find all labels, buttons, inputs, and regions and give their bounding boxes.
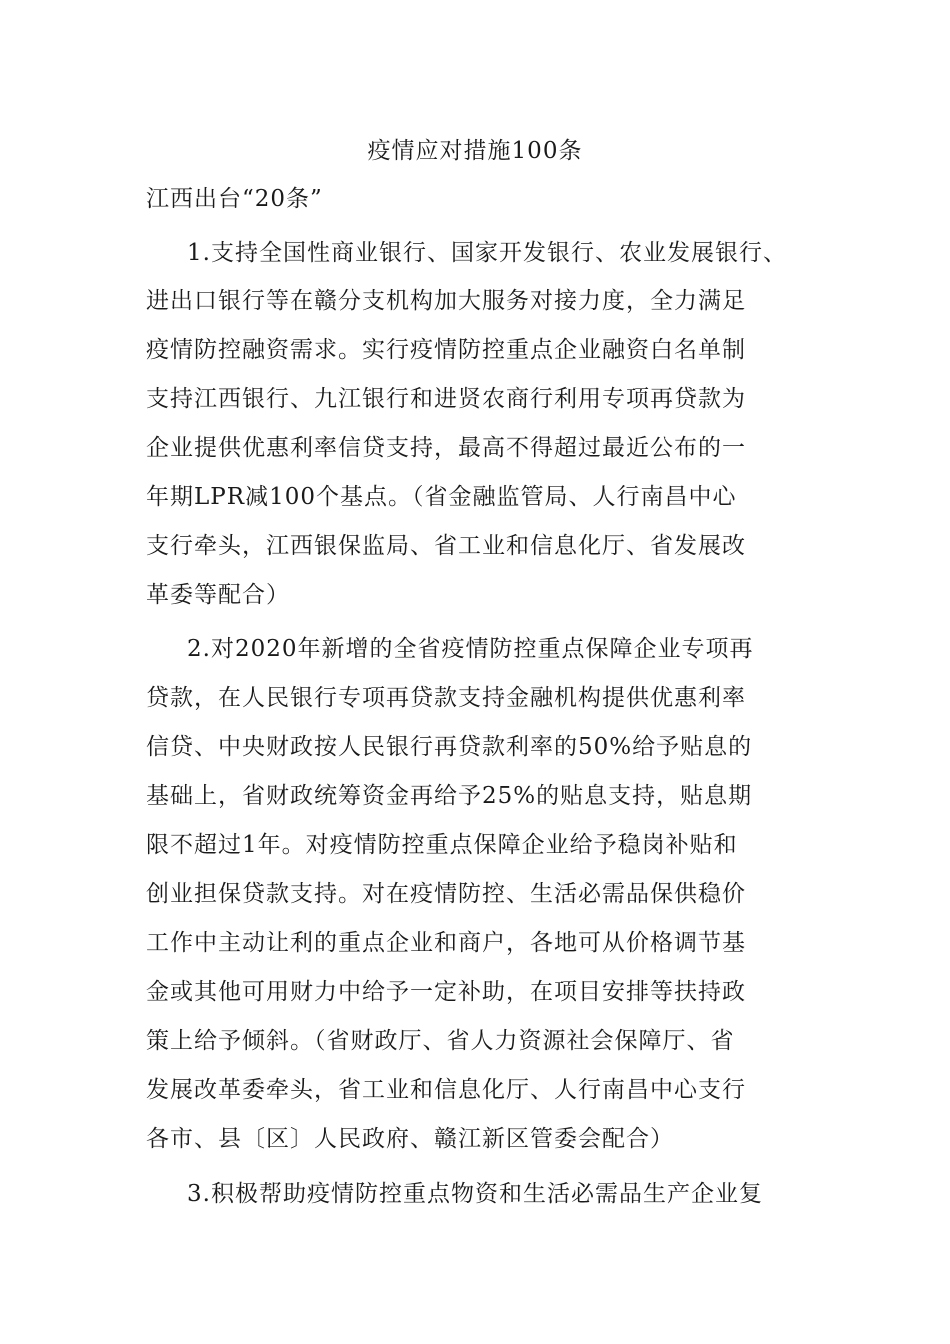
paragraph-line: 各市、县〔区〕人民政府、赣江新区管委会配合） xyxy=(146,1126,674,1152)
paragraph-line: 进出口银行等在赣分支机构加大服务对接力度，全力满足 xyxy=(146,288,746,314)
paragraph-line: 3.积极帮助疫情防控重点物资和生活必需品生产企业复 xyxy=(187,1181,763,1207)
paragraph-line: 1.支持全国性商业银行、国家开发银行、农业发展银行、 xyxy=(187,240,787,266)
paragraph-line: 支持江西银行、九江银行和进贤农商行利用专项再贷款为 xyxy=(146,386,746,412)
paragraph-line: 金或其他可用财力中给予一定补助，在项目安排等扶持政 xyxy=(146,979,746,1005)
page-title: 疫情应对措施100条 xyxy=(367,138,583,164)
paragraph-line: 2.对2020年新增的全省疫情防控重点保障企业专项再 xyxy=(187,636,754,662)
paragraph-line: 疫情防控融资需求。实行疫情防控重点企业融资白名单制 xyxy=(146,337,746,363)
paragraph-line: 信贷、中央财政按人民银行再贷款利率的50%给予贴息的 xyxy=(146,734,753,760)
paragraph-line: 年期LPR减100个基点。（省金融监管局、人行南昌中心 xyxy=(146,484,737,510)
paragraph-line: 支行牵头，江西银保监局、省工业和信息化厅、省发展改 xyxy=(146,533,746,559)
paragraph-line: 企业提供优惠利率信贷支持，最高不得超过最近公布的一 xyxy=(146,435,746,461)
section-heading: 江西出台“20条” xyxy=(146,186,323,212)
paragraph-line: 基础上，省财政统筹资金再给予25%的贴息支持，贴息期 xyxy=(146,783,753,809)
paragraph-line: 贷款，在人民银行专项再贷款支持金融机构提供优惠利率 xyxy=(146,685,746,711)
paragraph-line: 创业担保贷款支持。对在疫情防控、生活必需品保供稳价 xyxy=(146,881,746,907)
paragraph-line: 工作中主动让利的重点企业和商户，各地可从价格调节基 xyxy=(146,930,746,956)
paragraph-line: 限不超过1年。对疫情防控重点保障企业给予稳岗补贴和 xyxy=(146,832,738,858)
paragraph-line: 革委等配合） xyxy=(146,582,290,608)
paragraph-line: 发展改革委牵头，省工业和信息化厅、人行南昌中心支行 xyxy=(146,1077,746,1103)
paragraph-line: 策上给予倾斜。（省财政厅、省人力资源社会保障厅、省 xyxy=(146,1028,735,1054)
